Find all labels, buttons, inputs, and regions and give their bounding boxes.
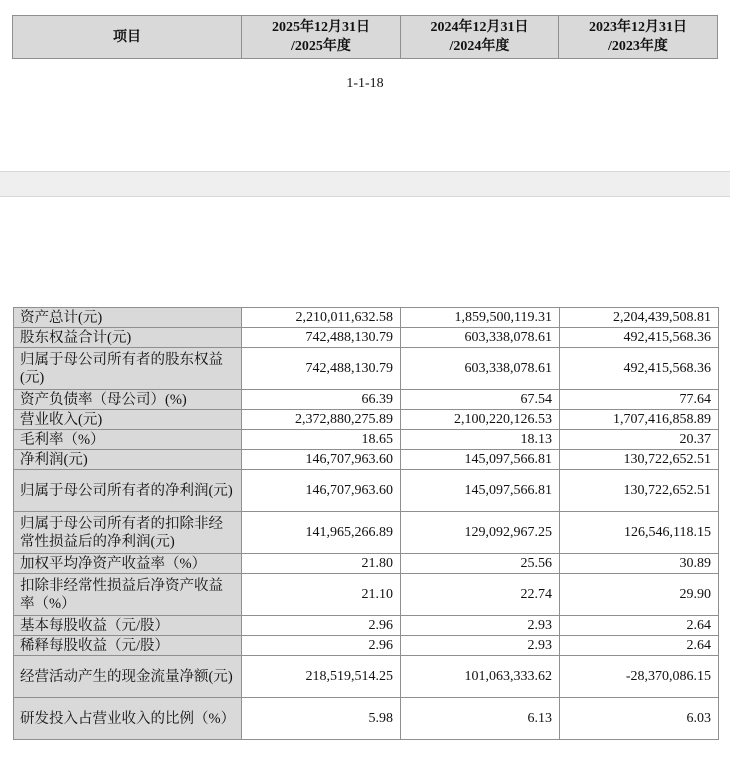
value-2023: 30.89 bbox=[560, 554, 719, 574]
value-2023: 492,415,568.36 bbox=[560, 348, 719, 390]
value-2023: 2.64 bbox=[560, 636, 719, 656]
value-2024: 2.93 bbox=[401, 616, 560, 636]
value-2023: 2.64 bbox=[560, 616, 719, 636]
table-row bbox=[14, 574, 719, 616]
table-row bbox=[14, 328, 719, 348]
header-col-2025 bbox=[242, 16, 401, 59]
table-row bbox=[14, 616, 719, 636]
header-row bbox=[13, 16, 718, 59]
header-date: 2024年12月31日 bbox=[430, 20, 529, 35]
table-row bbox=[14, 390, 719, 410]
table-row bbox=[14, 698, 719, 740]
metric-label: 扣除非经常性损益后净资产收益率（%） bbox=[14, 574, 242, 616]
value-2023: 126,546,118.15 bbox=[560, 512, 719, 554]
value-2024: 129,092,967.25 bbox=[401, 512, 560, 554]
page-number: 1-1-18 bbox=[346, 76, 384, 91]
metric-label: 归属于母公司所有者的扣除非经常性损益后的净利润(元) bbox=[14, 512, 242, 554]
metric-label: 营业收入(元) bbox=[14, 410, 242, 430]
value-2023: 130,722,652.51 bbox=[560, 450, 719, 470]
value-2025: 742,488,130.79 bbox=[242, 348, 401, 390]
value-2025: 21.10 bbox=[242, 574, 401, 616]
value-2025: 2,210,011,632.58 bbox=[242, 308, 401, 328]
value-2025: 21.80 bbox=[242, 554, 401, 574]
header-date: 2025年12月31日 bbox=[272, 20, 370, 35]
table-row bbox=[14, 656, 719, 698]
metric-label: 资产总计(元) bbox=[14, 308, 242, 328]
metric-label: 经营活动产生的现金流量净额(元) bbox=[14, 656, 242, 698]
value-2023: 1,707,416,858.89 bbox=[560, 410, 719, 430]
value-2024: 145,097,566.81 bbox=[401, 450, 560, 470]
table-row bbox=[14, 348, 719, 390]
value-2025: 2,372,880,275.89 bbox=[242, 410, 401, 430]
table-row bbox=[14, 450, 719, 470]
metric-label: 股东权益合计(元) bbox=[14, 328, 242, 348]
value-2023: 492,415,568.36 bbox=[560, 328, 719, 348]
metric-label: 毛利率（%） bbox=[14, 430, 242, 450]
financial-data-body bbox=[14, 308, 719, 740]
value-2025: 5.98 bbox=[242, 698, 401, 740]
table-row bbox=[14, 512, 719, 554]
table-row bbox=[14, 430, 719, 450]
metric-label: 归属于母公司所有者的股东权益(元) bbox=[14, 348, 242, 390]
table-row bbox=[14, 554, 719, 574]
value-2025: 141,965,266.89 bbox=[242, 512, 401, 554]
table-row bbox=[14, 308, 719, 328]
value-2024: 145,097,566.81 bbox=[401, 470, 560, 512]
value-2024: 1,859,500,119.31 bbox=[401, 308, 560, 328]
value-2024: 2,100,220,126.53 bbox=[401, 410, 560, 430]
header-label-cell: 项目 bbox=[13, 16, 242, 59]
value-2024: 603,338,078.61 bbox=[401, 348, 560, 390]
page-break-divider bbox=[0, 171, 730, 197]
table-row bbox=[14, 636, 719, 656]
header-period: /2023年度 bbox=[608, 39, 668, 54]
metric-label: 归属于母公司所有者的净利润(元) bbox=[14, 470, 242, 512]
value-2023: 2,204,439,508.81 bbox=[560, 308, 719, 328]
metric-label: 资产负债率（母公司）(%) bbox=[14, 390, 242, 410]
metric-label: 净利润(元) bbox=[14, 450, 242, 470]
financial-data-table bbox=[13, 307, 719, 740]
value-2024: 25.56 bbox=[401, 554, 560, 574]
header-date: 2023年12月31日 bbox=[589, 20, 687, 35]
metric-label: 加权平均净资产收益率（%） bbox=[14, 554, 242, 574]
header-period: /2025年度 bbox=[291, 39, 351, 54]
value-2023: 20.37 bbox=[560, 430, 719, 450]
value-2024: 2.93 bbox=[401, 636, 560, 656]
header-col-2024 bbox=[401, 16, 559, 59]
value-2023: 130,722,652.51 bbox=[560, 470, 719, 512]
header-col-2023 bbox=[559, 16, 718, 59]
value-2024: 67.54 bbox=[401, 390, 560, 410]
value-2024: 22.74 bbox=[401, 574, 560, 616]
header-table bbox=[12, 15, 718, 59]
metric-label: 研发投入占营业收入的比例（%） bbox=[14, 698, 242, 740]
value-2024: 18.13 bbox=[401, 430, 560, 450]
value-2023: 77.64 bbox=[560, 390, 719, 410]
metric-label: 基本每股收益（元/股） bbox=[14, 616, 242, 636]
value-2024: 6.13 bbox=[401, 698, 560, 740]
value-2025: 218,519,514.25 bbox=[242, 656, 401, 698]
value-2025: 742,488,130.79 bbox=[242, 328, 401, 348]
table-row bbox=[14, 470, 719, 512]
value-2025: 146,707,963.60 bbox=[242, 470, 401, 512]
header-period: /2024年度 bbox=[449, 39, 510, 54]
value-2023: -28,370,086.15 bbox=[560, 656, 719, 698]
value-2024: 101,063,333.62 bbox=[401, 656, 560, 698]
value-2025: 66.39 bbox=[242, 390, 401, 410]
table-row bbox=[14, 410, 719, 430]
value-2024: 603,338,078.61 bbox=[401, 328, 560, 348]
value-2025: 2.96 bbox=[242, 616, 401, 636]
value-2025: 2.96 bbox=[242, 636, 401, 656]
metric-label: 稀释每股收益（元/股） bbox=[14, 636, 242, 656]
value-2023: 6.03 bbox=[560, 698, 719, 740]
value-2025: 146,707,963.60 bbox=[242, 450, 401, 470]
value-2025: 18.65 bbox=[242, 430, 401, 450]
value-2023: 29.90 bbox=[560, 574, 719, 616]
